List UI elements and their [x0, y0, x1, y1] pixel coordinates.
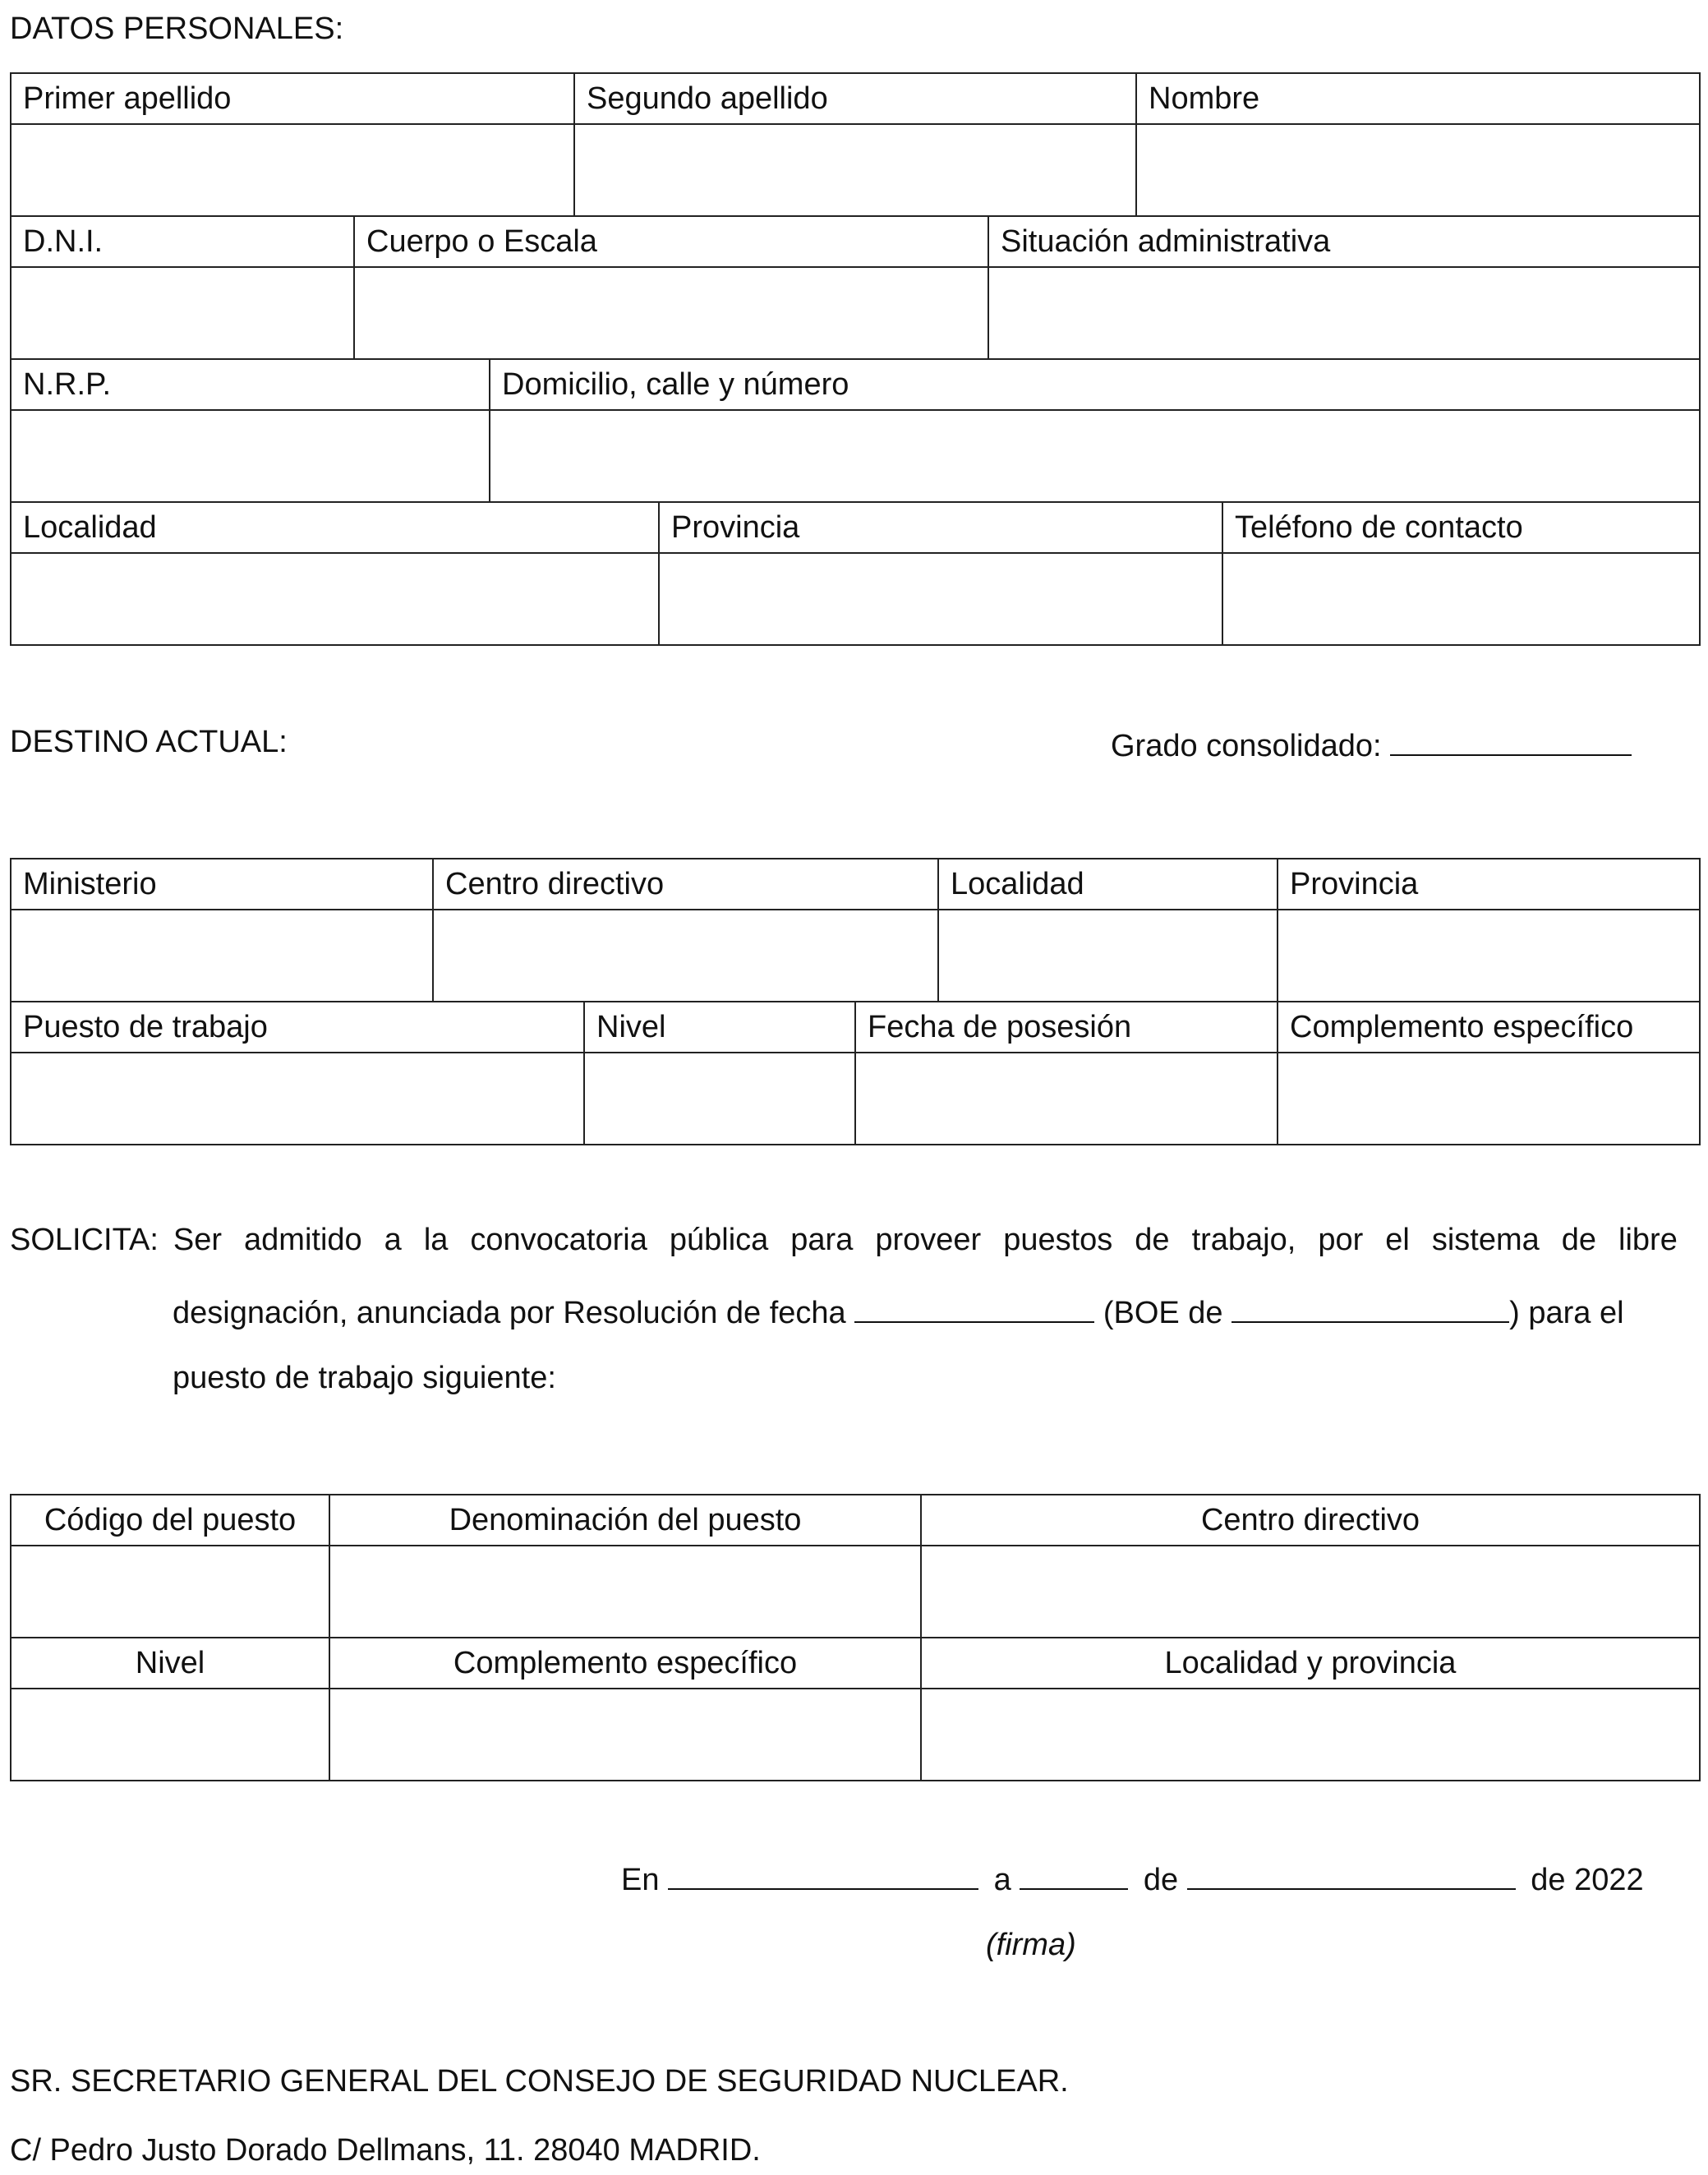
firma-label: (firma): [986, 1928, 1076, 1962]
field-puesto-trabajo[interactable]: [11, 1053, 584, 1145]
destino-row-1: [10, 858, 1701, 1002]
solicita-word: convocatoria: [470, 1223, 647, 1257]
label-cuerpo-escala: Cuerpo o Escala: [354, 216, 988, 267]
field-denominacion-puesto[interactable]: [329, 1546, 921, 1638]
field-fecha-posesion[interactable]: [855, 1053, 1278, 1145]
field-codigo-puesto[interactable]: [11, 1546, 329, 1638]
section-title-destino: DESTINO ACTUAL:: [10, 725, 288, 759]
solicita-text-para-el: ) para el: [1509, 1296, 1624, 1330]
field-provincia[interactable]: [659, 553, 1222, 645]
solicita-word: de: [1135, 1223, 1170, 1257]
label-puesto-centro-directivo: Centro directivo: [921, 1495, 1700, 1546]
label-denominacion-puesto: Denominación del puesto: [329, 1495, 921, 1546]
grado-consolidado: [1111, 726, 1632, 762]
label-dni: D.N.I.: [11, 216, 354, 267]
solicita-paragraph: [10, 1224, 1678, 1405]
label-provincia: Provincia: [659, 502, 1222, 553]
label-localidad-provincia: Localidad y provincia: [921, 1638, 1700, 1689]
lugar-fecha-line: [621, 1860, 1644, 1896]
solicita-word: trabajo,: [1191, 1223, 1296, 1257]
field-primer-apellido[interactable]: [11, 124, 574, 216]
field-domicilio[interactable]: [490, 410, 1700, 502]
text-en: En: [621, 1863, 660, 1897]
text-de: de: [1143, 1863, 1179, 1897]
solicita-word: la: [423, 1223, 449, 1257]
label-centro-directivo: Centro directivo: [433, 859, 938, 910]
field-ministerio[interactable]: [11, 910, 433, 1002]
label-situacion-administrativa: Situación administrativa: [988, 216, 1700, 267]
personal-row-1: [10, 72, 1701, 217]
field-destino-provincia[interactable]: [1278, 910, 1700, 1002]
field-nrp[interactable]: [11, 410, 490, 502]
solicita-line-3: puesto de trabajo siguiente:: [173, 1361, 556, 1395]
label-segundo-apellido: Segundo apellido: [574, 73, 1136, 124]
label-destino-localidad: Localidad: [938, 859, 1278, 910]
field-centro-directivo[interactable]: [433, 910, 938, 1002]
puesto-row-1: [10, 1494, 1701, 1638]
field-telefono[interactable]: [1222, 553, 1700, 645]
solicita-word: el: [1385, 1223, 1410, 1257]
lugar-blank[interactable]: [668, 1860, 978, 1890]
field-puesto-centro-directivo[interactable]: [921, 1546, 1700, 1638]
label-ministerio: Ministerio: [11, 859, 433, 910]
mes-blank[interactable]: [1187, 1860, 1516, 1890]
personal-row-2: [10, 215, 1701, 360]
solicita-text-boe: (BOE de: [1103, 1296, 1223, 1330]
label-nivel: Nivel: [584, 1002, 855, 1053]
text-a: a: [993, 1863, 1011, 1897]
footer-direccion: C/ Pedro Justo Dorado Dellmans, 11. 28040 MADRID.: [10, 2133, 761, 2168]
field-destino-localidad[interactable]: [938, 910, 1278, 1002]
label-codigo-puesto: Código del puesto: [11, 1495, 329, 1546]
dia-blank[interactable]: [1020, 1860, 1128, 1890]
field-dni[interactable]: [11, 267, 354, 359]
solicita-word: sistema: [1431, 1223, 1540, 1257]
field-nombre[interactable]: [1136, 124, 1700, 216]
solicita-word: pública: [669, 1223, 769, 1257]
label-complemento-especifico: Complemento específico: [1278, 1002, 1700, 1053]
field-complemento-especifico[interactable]: [1278, 1053, 1700, 1145]
solicita-line-1: [173, 1224, 1678, 1256]
personal-row-3: [10, 358, 1701, 503]
field-puesto-complemento[interactable]: [329, 1689, 921, 1781]
field-puesto-nivel[interactable]: [11, 1689, 329, 1781]
solicita-word: proveer: [875, 1223, 982, 1257]
solicita-line-2: [173, 1293, 1624, 1329]
section-title-personal: DATOS PERSONALES:: [10, 12, 344, 46]
field-situacion-administrativa[interactable]: [988, 267, 1700, 359]
grado-blank[interactable]: [1390, 726, 1632, 756]
label-puesto-nivel: Nivel: [11, 1638, 329, 1689]
solicita-word: admitido: [244, 1223, 362, 1257]
solicita-word: libre: [1618, 1223, 1678, 1257]
destino-row-2: [10, 1001, 1701, 1145]
field-nivel[interactable]: [584, 1053, 855, 1145]
label-telefono: Teléfono de contacto: [1222, 502, 1700, 553]
label-puesto-complemento: Complemento específico: [329, 1638, 921, 1689]
solicita-word: Ser: [173, 1223, 223, 1257]
label-nrp: N.R.P.: [11, 359, 490, 410]
solicita-word: a: [384, 1223, 402, 1257]
field-localidad[interactable]: [11, 553, 659, 645]
label-destino-provincia: Provincia: [1278, 859, 1700, 910]
personal-row-4: [10, 501, 1701, 646]
label-domicilio: Domicilio, calle y número: [490, 359, 1700, 410]
puesto-row-2: [10, 1637, 1701, 1781]
label-puesto-trabajo: Puesto de trabajo: [11, 1002, 584, 1053]
label-primer-apellido: Primer apellido: [11, 73, 574, 124]
footer-destinatario: SR. SECRETARIO GENERAL DEL CONSEJO DE SEGURIDAD NUCLEAR.: [10, 2064, 1069, 2099]
grado-label: Grado consolidado:: [1111, 729, 1382, 763]
solicita-word: por: [1318, 1223, 1364, 1257]
label-fecha-posesion: Fecha de posesión: [855, 1002, 1278, 1053]
text-year: de 2022: [1531, 1863, 1644, 1897]
fecha-resolucion-blank[interactable]: [854, 1293, 1094, 1323]
solicita-word: de: [1561, 1223, 1597, 1257]
label-localidad: Localidad: [11, 502, 659, 553]
label-nombre: Nombre: [1136, 73, 1700, 124]
solicita-word: puestos: [1003, 1223, 1113, 1257]
solicita-label: SOLICITA:: [10, 1223, 159, 1257]
field-segundo-apellido[interactable]: [574, 124, 1136, 216]
boe-fecha-blank[interactable]: [1232, 1293, 1509, 1323]
solicita-text-resolucion: designación, anunciada por Resolución de fecha: [173, 1296, 846, 1330]
field-cuerpo-escala[interactable]: [354, 267, 988, 359]
field-localidad-provincia[interactable]: [921, 1689, 1700, 1781]
solicita-word: para: [790, 1223, 854, 1257]
